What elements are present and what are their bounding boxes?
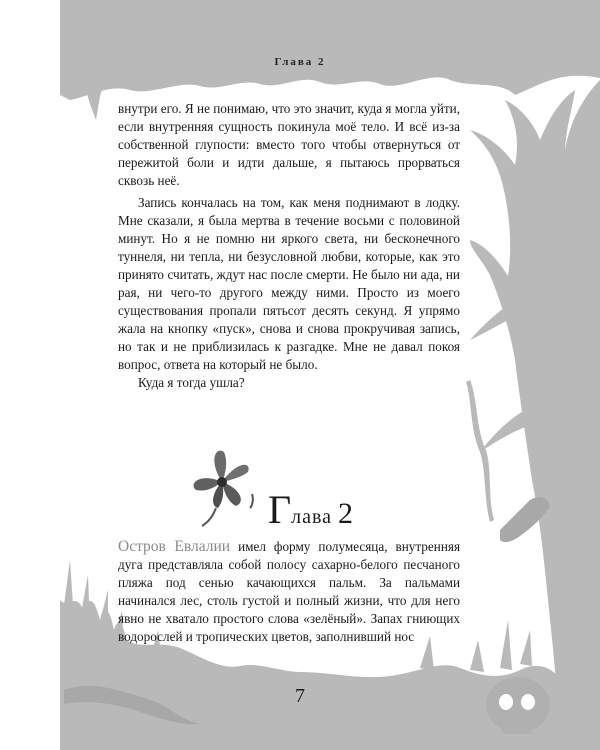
grass-left-2 [78, 575, 90, 630]
chapter-end-text [118, 100, 460, 392]
chapter-heading-number: 2 [338, 497, 354, 530]
grass-right-2 [520, 630, 532, 666]
orchid-flower-illustration [194, 451, 253, 526]
running-head: Глава 2 [274, 56, 326, 68]
paragraph-body: имел форму полумесяца, внутренняя дуга представляла собой полосу сахарно-белого песчаного пляжа под сенью качающихся пальм. За пальмами начинался лес, столь густой и полный жизни, что для него явно не хватало простого слова «зелёный». Запах гниющих водорослей и тропических цветов, заполнивший нос [118, 539, 461, 644]
grass-right-1 [500, 620, 512, 670]
right-branch-2 [480, 410, 528, 452]
right-trunk [470, 60, 600, 750]
lead-words: Остров Евлалии [118, 538, 231, 555]
grass-left-1 [62, 560, 74, 620]
canopy-top [60, 0, 600, 100]
chapter-heading [268, 486, 353, 533]
chapter-start-text [118, 538, 460, 646]
chapter-heading-initial: Г [268, 487, 292, 532]
chapter-heading-word: лава [291, 506, 333, 528]
paragraph [118, 538, 460, 646]
grass-mid-3 [470, 640, 484, 672]
paragraph: Запись кончалась на том, как меня поднимают в лодку. Мне сказали, я была мертва в течение восьми с половиной минут. Но я не помню ни яркого света, ни бесконечного туннеля, ни тепла, ни безусловной любви, которые, как это принято считать, ждут нас после смерти. Не было ни ада, ни рая, ни чего-то другого между ними. Просто из моего существования пропали пятьсот десять секунд. Я упрямо жала на кнопку «пуск», снова и снова прокручивая запись, но так и не приблизилась к разгадке. Мне не давал покоя вопрос, ответа на который не было. [118, 195, 460, 372]
paragraph: Куда я тогда ушла? [138, 375, 245, 390]
paragraph: внутри его. Я не понимаю, что это значит, куда я могла уйти, если внутренняя сущность покинула моё тело. И всё из-за собственной глупости: вместо того чтобы отвернуться от пережитой боли и идти дальше, я пытаюсь прорваться сквозь неё. [118, 101, 460, 188]
page-number: 7 [295, 685, 305, 707]
vine-right [466, 380, 494, 522]
